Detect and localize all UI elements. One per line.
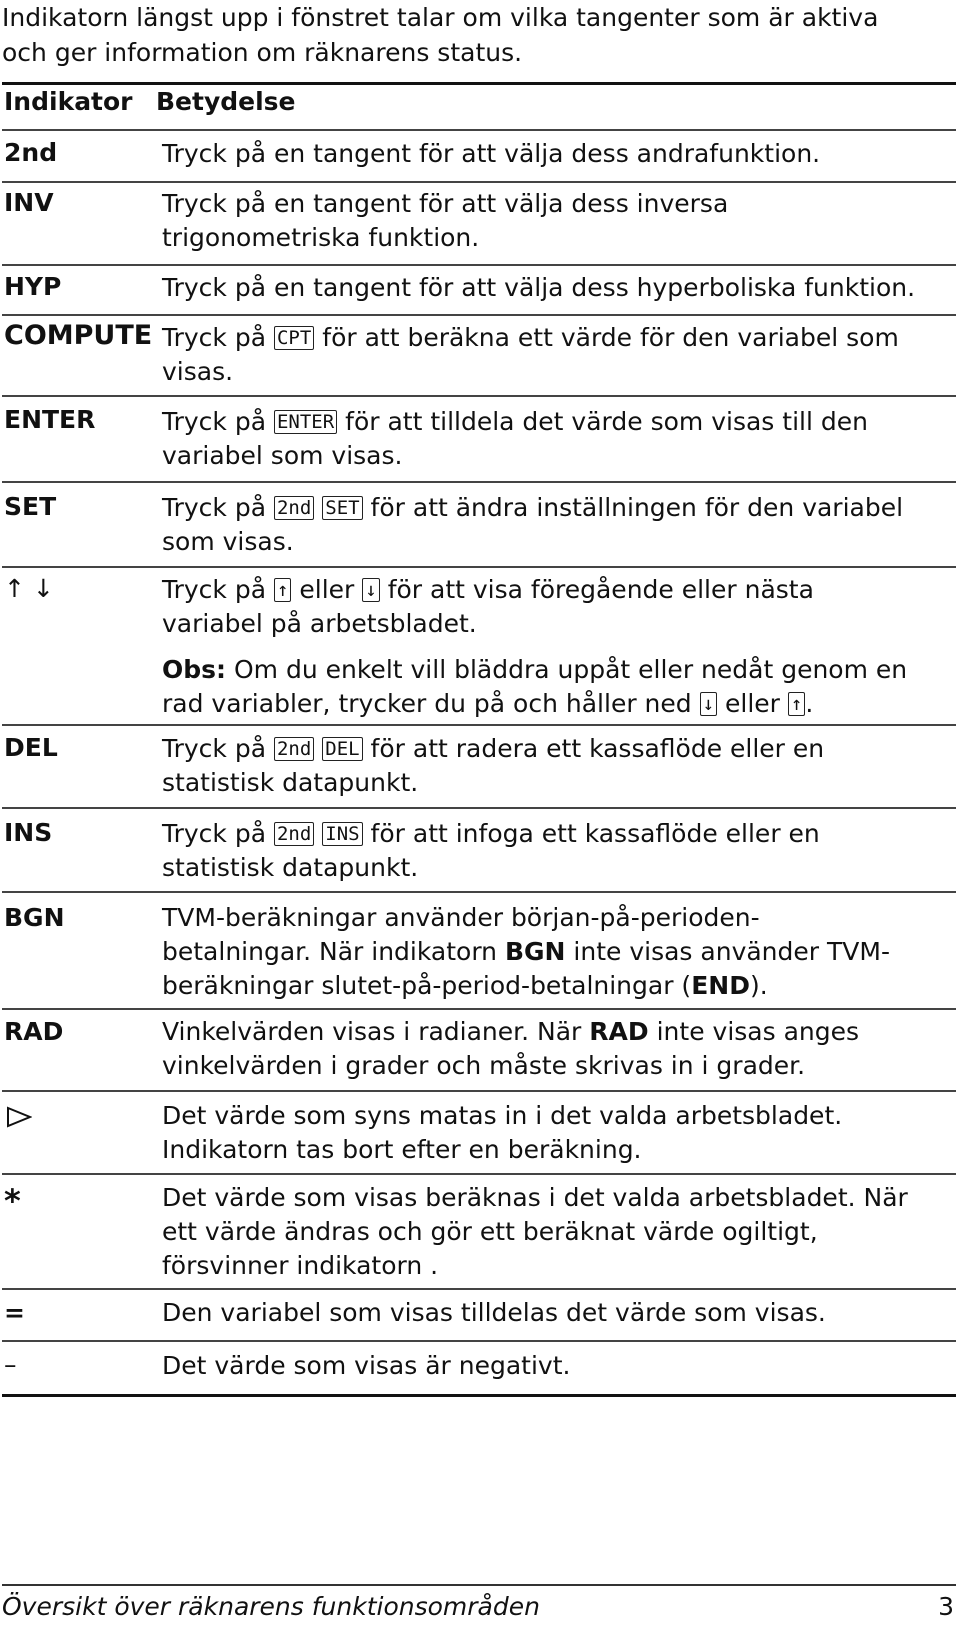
note-label: Obs: [162, 655, 227, 684]
desc-line: vinkelvärden i grader och måste skrivas in i grader. [162, 1051, 806, 1080]
indicator-compute: COMPUTE [4, 320, 153, 351]
2nd-key-icon: 2nd [274, 822, 314, 846]
desc-line: ett värde ändras och gör ett beräknat värde ogiltigt, [162, 1217, 818, 1246]
desc-arrows [162, 573, 952, 721]
indicator-up-down-arrows: ↑ ↓ [4, 574, 54, 603]
note-line [162, 653, 952, 687]
rad-inline-label: RAD [589, 1017, 649, 1046]
desc-asterisk [162, 1181, 952, 1283]
indicator-2nd: 2nd [4, 138, 58, 167]
desc-line: variabel på arbetsbladet. [162, 609, 477, 638]
desc-line [162, 405, 952, 439]
desc-text: Tryck på [162, 323, 267, 352]
desc-line: som visas. [162, 527, 294, 556]
desc-triangle [162, 1099, 952, 1167]
up-arrow-key-icon: ↑ [788, 692, 805, 716]
indicator-ins: INS [4, 818, 53, 847]
desc-line [162, 935, 952, 969]
header-meaning: Betydelse [156, 87, 296, 116]
desc-hyp: Tryck på en tangent för att välja dess hyperboliska funktion. [162, 273, 916, 302]
desc-text: Tryck på [162, 407, 267, 436]
enter-key-icon: ENTER [274, 410, 337, 434]
table-top-rule [2, 82, 956, 85]
down-arrow-key-icon: ↓ [700, 692, 717, 716]
intro-line-2: och ger information om räknarens status. [2, 38, 523, 67]
desc-set [162, 491, 952, 559]
header-indicator: Indikator [4, 87, 133, 116]
indicator-del: DEL [4, 733, 58, 762]
triangle-indicator-icon [6, 1106, 32, 1128]
footer-title: Översikt över räknarens funktionsområden [2, 1592, 540, 1621]
row-rule [2, 566, 956, 568]
desc-line: försvinner indikatorn . [162, 1251, 439, 1280]
desc-text: Tryck på [162, 575, 267, 604]
row-rule [2, 314, 956, 316]
desc-enter [162, 405, 952, 473]
desc-line [162, 817, 952, 851]
desc-text: Tryck på [162, 493, 267, 522]
desc-line: Det värde som syns matas in i det valda arbetsbladet. [162, 1101, 843, 1130]
note-text: Om du enkelt vill bläddra uppåt eller nedåt genom en [233, 655, 908, 684]
desc-line: Det värde som visas beräknas i det valda arbetsbladet. När [162, 1183, 908, 1212]
set-key-icon: SET [322, 496, 362, 520]
2nd-key-icon: 2nd [274, 496, 314, 520]
row-rule [2, 724, 956, 726]
header-rule [2, 129, 956, 131]
ins-key-icon: INS [322, 822, 362, 846]
row-rule [2, 891, 956, 893]
indicator-enter: ENTER [4, 405, 96, 434]
desc-line: visas. [162, 357, 234, 386]
row-rule [2, 1173, 956, 1175]
desc-line: trigonometriska funktion. [162, 223, 480, 252]
bgn-inline-label: BGN [504, 937, 566, 966]
desc-text: Tryck på [162, 734, 267, 763]
desc-line: variabel som visas. [162, 441, 403, 470]
desc-text: för att visa föregående eller nästa [387, 575, 814, 604]
desc-bgn [162, 901, 952, 1003]
desc-text: för att tilldela det värde som visas till den [345, 407, 868, 436]
end-inline-label: END [691, 971, 750, 1000]
desc-text: för att ändra inställningen för den variabel [370, 493, 904, 522]
desc-text: Vinkelvärden visas i radianer. När [162, 1017, 582, 1046]
desc-text: ). [749, 971, 768, 1000]
indicator-equals: = [4, 1298, 25, 1327]
note-text: rad variabler, trycker du på och håller ned [162, 689, 692, 718]
row-rule [2, 395, 956, 397]
desc-line [162, 573, 952, 607]
desc-equals: Den variabel som visas tilldelas det värde som visas. [162, 1298, 826, 1327]
desc-text: för att infoga ett kassaflöde eller en [370, 819, 820, 848]
indicator-hyp: HYP [4, 272, 62, 301]
row-rule [2, 181, 956, 183]
row-rule [2, 1288, 956, 1290]
desc-text: Tryck på [162, 819, 267, 848]
table-bottom-rule [2, 1394, 956, 1397]
desc-text: betalningar. När indikatorn [162, 937, 498, 966]
indicator-bgn: BGN [4, 903, 65, 932]
desc-rad [162, 1015, 952, 1083]
indicator-minus: – [4, 1350, 17, 1379]
footer-rule [2, 1584, 956, 1586]
desc-text: eller [299, 575, 355, 604]
indicator-inv: INV [4, 188, 54, 217]
row-rule [2, 1090, 956, 1092]
indicator-rad: RAD [4, 1017, 64, 1046]
row-rule [2, 1340, 956, 1342]
desc-line [162, 321, 952, 355]
note-line [162, 687, 952, 721]
desc-text: för att beräkna ett värde för den variabel som [322, 323, 899, 352]
indicator-asterisk: * [4, 1182, 21, 1220]
row-rule [2, 807, 956, 809]
del-key-icon: DEL [322, 737, 362, 761]
desc-line: TVM-beräkningar använder början-på-perioden- [162, 903, 760, 932]
desc-text: beräkningar slutet-på-period-betalningar ( [162, 971, 692, 1000]
up-arrow-key-icon: ↑ [274, 578, 291, 602]
desc-ins [162, 817, 952, 885]
desc-text: inte visas anges [656, 1017, 860, 1046]
desc-compute [162, 321, 952, 389]
desc-del [162, 732, 952, 800]
desc-line: statistisk datapunkt. [162, 768, 419, 797]
row-rule [2, 481, 956, 483]
desc-line: Indikatorn tas bort efter en beräkning. [162, 1135, 642, 1164]
2nd-key-icon: 2nd [274, 737, 314, 761]
desc-text: inte visas använder TVM- [573, 937, 890, 966]
indicator-set: SET [4, 492, 57, 521]
desc-minus: Det värde som visas är negativt. [162, 1351, 571, 1380]
desc-line: statistisk datapunkt. [162, 853, 419, 882]
cpt-key-icon: CPT [274, 326, 314, 350]
intro-paragraph [2, 0, 942, 70]
desc-line: Tryck på en tangent för att välja dess inversa [162, 189, 729, 218]
desc-text: för att radera ett kassaflöde eller en [370, 734, 825, 763]
desc-line [162, 732, 952, 766]
note-text: eller [725, 689, 780, 718]
row-rule [2, 264, 956, 266]
intro-line-1: Indikatorn längst upp i fönstret talar om vilka tangenter som är aktiva [2, 3, 879, 32]
desc-inv [162, 187, 952, 255]
note-text: . [805, 689, 814, 718]
down-arrow-key-icon: ↓ [362, 578, 379, 602]
page-number: 3 [938, 1592, 954, 1621]
row-rule [2, 1008, 956, 1010]
desc-line [162, 1015, 952, 1049]
desc-line [162, 969, 952, 1003]
desc-line [162, 491, 952, 525]
desc-2nd: Tryck på en tangent för att välja dess andrafunktion. [162, 139, 821, 168]
